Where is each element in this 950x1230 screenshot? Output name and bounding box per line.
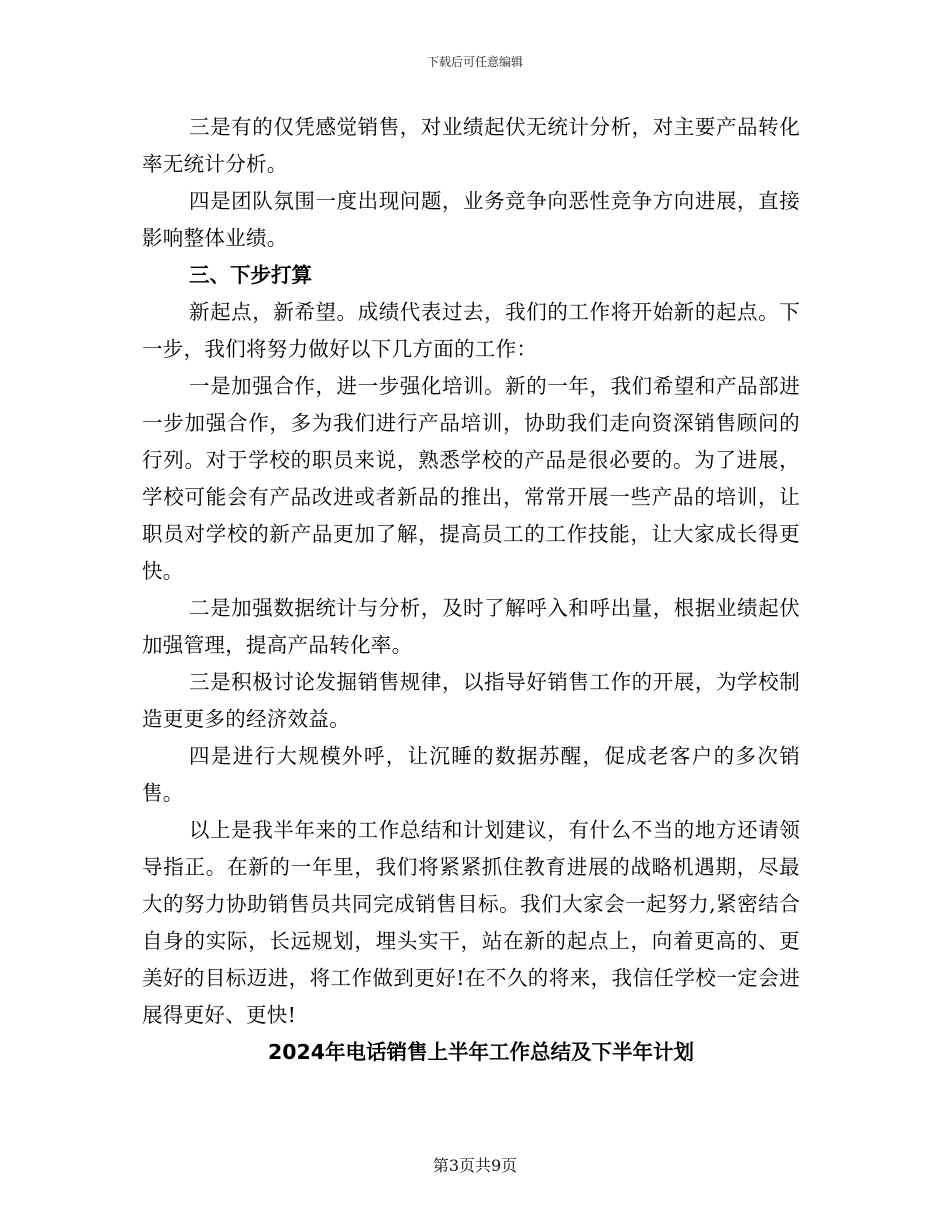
document-title: 2024年电话销售上半年工作总结及下半年计划 <box>267 1040 695 1064</box>
section-heading: 三、下步打算 <box>189 263 312 287</box>
page-number: 第3页共9页 <box>432 1156 518 1175</box>
paragraph-1: 三是有的仅凭感觉销售，对业绩起伏无统计分析，对主要产品转化率无统计分析。 <box>142 115 800 176</box>
page-header: 下载后可任意编辑 <box>426 55 523 69</box>
paragraph-5: 二是加强数据统计与分析，及时了解呼入和呼出量，根据业绩起伏加强管理，提高产品转化率。 <box>142 596 800 657</box>
paragraph-2: 四是团队氛围一度出现问题，业务竞争向恶性竞争方向进展，直接影响整体业绩。 <box>142 189 800 250</box>
paragraph-3: 新起点，新希望。成绩代表过去，我们的工作将开始新的起点。下一步，我们将努力做好以下几方面的工作： <box>142 300 800 361</box>
paragraph-8: 以上是我半年来的工作总结和计划建议，有什么不当的地方还请领导指正。在新的一年里，我们将紧紧抓住教育进展的战略机遇期，尽最大的努力协助销售员共同完成销售目标。我们大家会一起努力,紧密结合自身的实际，长远规划，埋头实干，站在新的起点上，向着更高的、更美好的目标迈进，将工作做到更好!在不久的将来，我信任学校一定会进展得更好、更快! <box>142 818 800 1027</box>
paragraph-4: 一是加强合作，进一步强化培训。新的一年，我们希望和产品部进一步加强合作，多为我们进行产品培训，协助我们走向资深销售顾问的行列。对于学校的职员来说，熟悉学校的产品是很必要的。为了进展，学校可能会有产品改进或者新品的推出，常常开展一些产品的培训，让职员对学校的新产品更加了解，提高员工的工作技能，让大家成长得更快。 <box>142 374 800 583</box>
paragraph-6: 三是积极讨论发掘销售规律，以指导好销售工作的开展，为学校制造更更多的经济效益。 <box>142 670 800 731</box>
paragraph-7: 四是进行大规模外呼，让沉睡的数据苏醒，促成老客户的多次销售。 <box>142 744 800 805</box>
document-body <box>142 109 800 1071</box>
